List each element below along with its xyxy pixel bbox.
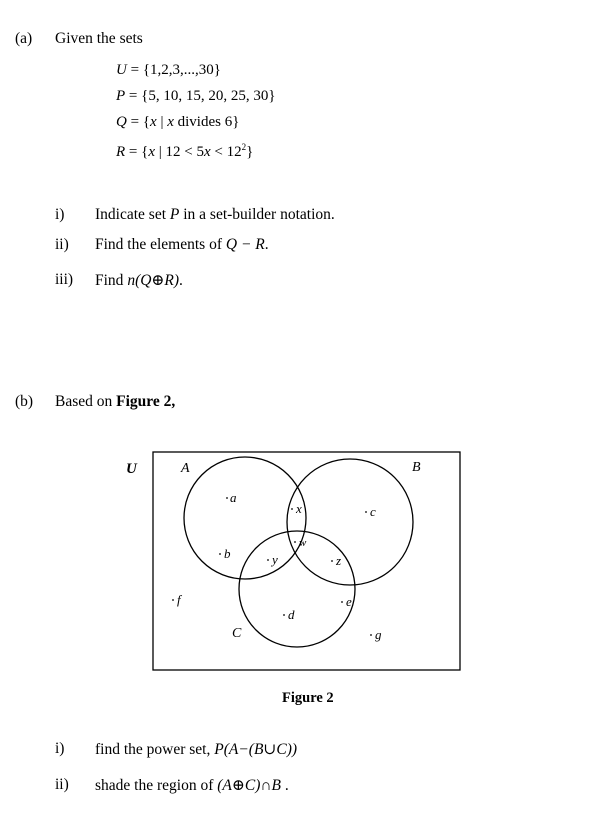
part-b-label: (b)	[15, 393, 34, 410]
set-p-value: {5, 10, 15, 20, 25, 30}	[141, 88, 276, 104]
element-b: b	[224, 546, 231, 561]
eq-sign: =	[125, 88, 142, 104]
question-text: Find the elements of	[95, 236, 226, 253]
inequality-left: | 12 < 5	[155, 144, 204, 160]
var-p: P	[169, 206, 180, 223]
label-b: B	[412, 460, 421, 475]
question-a-ii-number: ii)	[55, 236, 69, 253]
brace-open: {	[141, 144, 149, 160]
element-w: w	[299, 537, 307, 549]
eq-sign: =	[125, 144, 142, 160]
element-z: z	[336, 553, 342, 568]
question-a-i-number: i)	[55, 206, 65, 223]
element-a: a	[230, 490, 237, 505]
element-c: c	[370, 504, 376, 519]
intro-text: Based on	[55, 393, 117, 410]
var-x: x	[167, 114, 174, 130]
brace-open: {	[142, 114, 151, 130]
inequality-right: < 12	[210, 144, 242, 160]
element-x: x	[296, 501, 302, 516]
set-u-name: U	[116, 62, 127, 78]
question-text: Find	[95, 272, 128, 289]
eq-sign: =	[126, 114, 143, 130]
part-a-label: (a)	[15, 30, 33, 47]
label-c: C	[232, 626, 242, 641]
element-y: y	[272, 552, 278, 567]
question-text: .	[179, 272, 183, 289]
set-q-name: Q	[116, 114, 127, 130]
bar: |	[156, 114, 168, 130]
question-text: in a set-builder notation.	[179, 206, 335, 223]
math-expression: Q − R	[225, 236, 265, 253]
question-text: shade the region of	[95, 777, 218, 794]
question-text: .	[281, 777, 289, 794]
math-expression: n(Q⊕R)	[127, 272, 180, 289]
label-u: U	[126, 461, 137, 477]
set-p-name: P	[116, 88, 126, 104]
question-b-ii	[95, 776, 289, 795]
var-x: x	[150, 114, 157, 130]
question-b-i	[95, 740, 297, 759]
question-text: .	[264, 236, 269, 253]
circle-c	[239, 531, 355, 647]
math-expression: P(A−(B∪C))	[214, 741, 298, 758]
element-f: f	[177, 592, 181, 607]
question-b-i-number: i)	[55, 740, 65, 757]
part-a-intro: Given the sets	[55, 30, 143, 47]
element-e: e	[346, 594, 352, 609]
eq-sign: =	[126, 62, 143, 78]
var-x: x	[148, 144, 156, 160]
brace-close: }	[246, 144, 254, 160]
universal-set-box	[153, 452, 460, 670]
element-d: d	[288, 607, 295, 622]
label-a: A	[181, 461, 190, 476]
math-expression: (A⊕C)∩B	[217, 777, 282, 794]
question-a-iii-number: iii)	[55, 271, 74, 288]
figure-caption: Figure 2	[282, 690, 334, 706]
figure-reference: Figure 2,	[116, 393, 176, 410]
question-text: find the power set,	[95, 741, 215, 758]
set-q-rest: divides 6}	[173, 114, 240, 130]
exponent: 2	[241, 142, 247, 152]
set-r-name: R	[116, 144, 126, 160]
element-g: g	[375, 627, 382, 642]
question-text: Indicate set	[95, 206, 170, 223]
set-u-value: {1,2,3,...,30}	[142, 62, 221, 78]
question-b-ii-number: ii)	[55, 776, 69, 793]
var-x: x	[203, 144, 211, 160]
